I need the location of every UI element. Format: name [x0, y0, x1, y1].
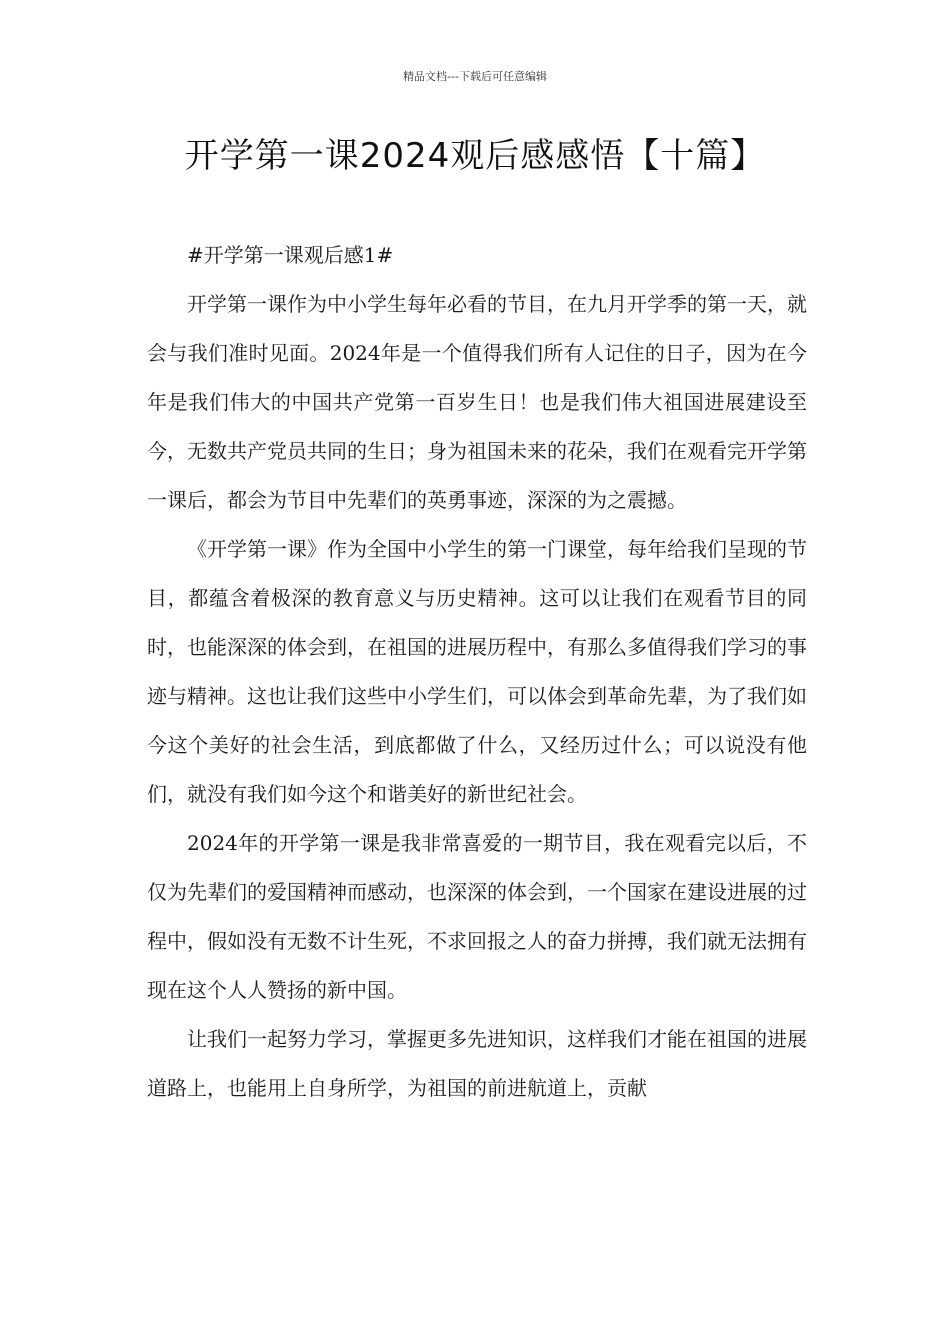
document-body	[147, 231, 807, 1113]
paragraph-4: 让我们一起努力学习，掌握更多先进知识，这样我们才能在祖国的进展道路上，也能用上自身所学，为祖国的前进航道上，贡献	[147, 1027, 807, 1100]
section-heading: #开学第一课观后感1#	[187, 243, 394, 267]
document-title: 开学第一课2024观后感感悟【十篇】	[184, 136, 766, 176]
paragraph-1: 开学第一课作为中小学生每年必看的节目，在九月开学季的第一天，就会与我们准时见面。2024年是一个值得我们所有人记住的日子，因为在今年是我们伟大的中国共产党第一百岁生日！也是我们伟大祖国进展建设至今，无数共产党员共同的生日；身为祖国未来的花朵，我们在观看完开学第一课后，都会为节目中先辈们的英勇事迹，深深的为之震撼。	[147, 292, 807, 512]
paragraph-3: 2024年的开学第一课是我非常喜爱的一期节目，我在观看完以后，不仅为先辈们的爱国精神而感动，也深深的体会到，一个国家在建设进展的过程中，假如没有无数不计生死，不求回报之人的奋力拼搏，我们就无法拥有现在这个人人赞扬的新中国。	[147, 831, 807, 1002]
paragraph-2: 《开学第一课》作为全国中小学生的第一门课堂，每年给我们呈现的节目，都蕴含着极深的教育意义与历史精神。这可以让我们在观看节目的同时，也能深深的体会到，在祖国的进展历程中，有那么多值得我们学习的事迹与精神。这也让我们这些中小学生们，可以体会到革命先辈，为了我们如今这个美好的社会生活，到底都做了什么，又经历过什么；可以说没有他们，就没有我们如今这个和谐美好的新世纪社会。	[147, 537, 807, 806]
header-note: 精品文档---下载后可任意编辑	[403, 70, 547, 83]
